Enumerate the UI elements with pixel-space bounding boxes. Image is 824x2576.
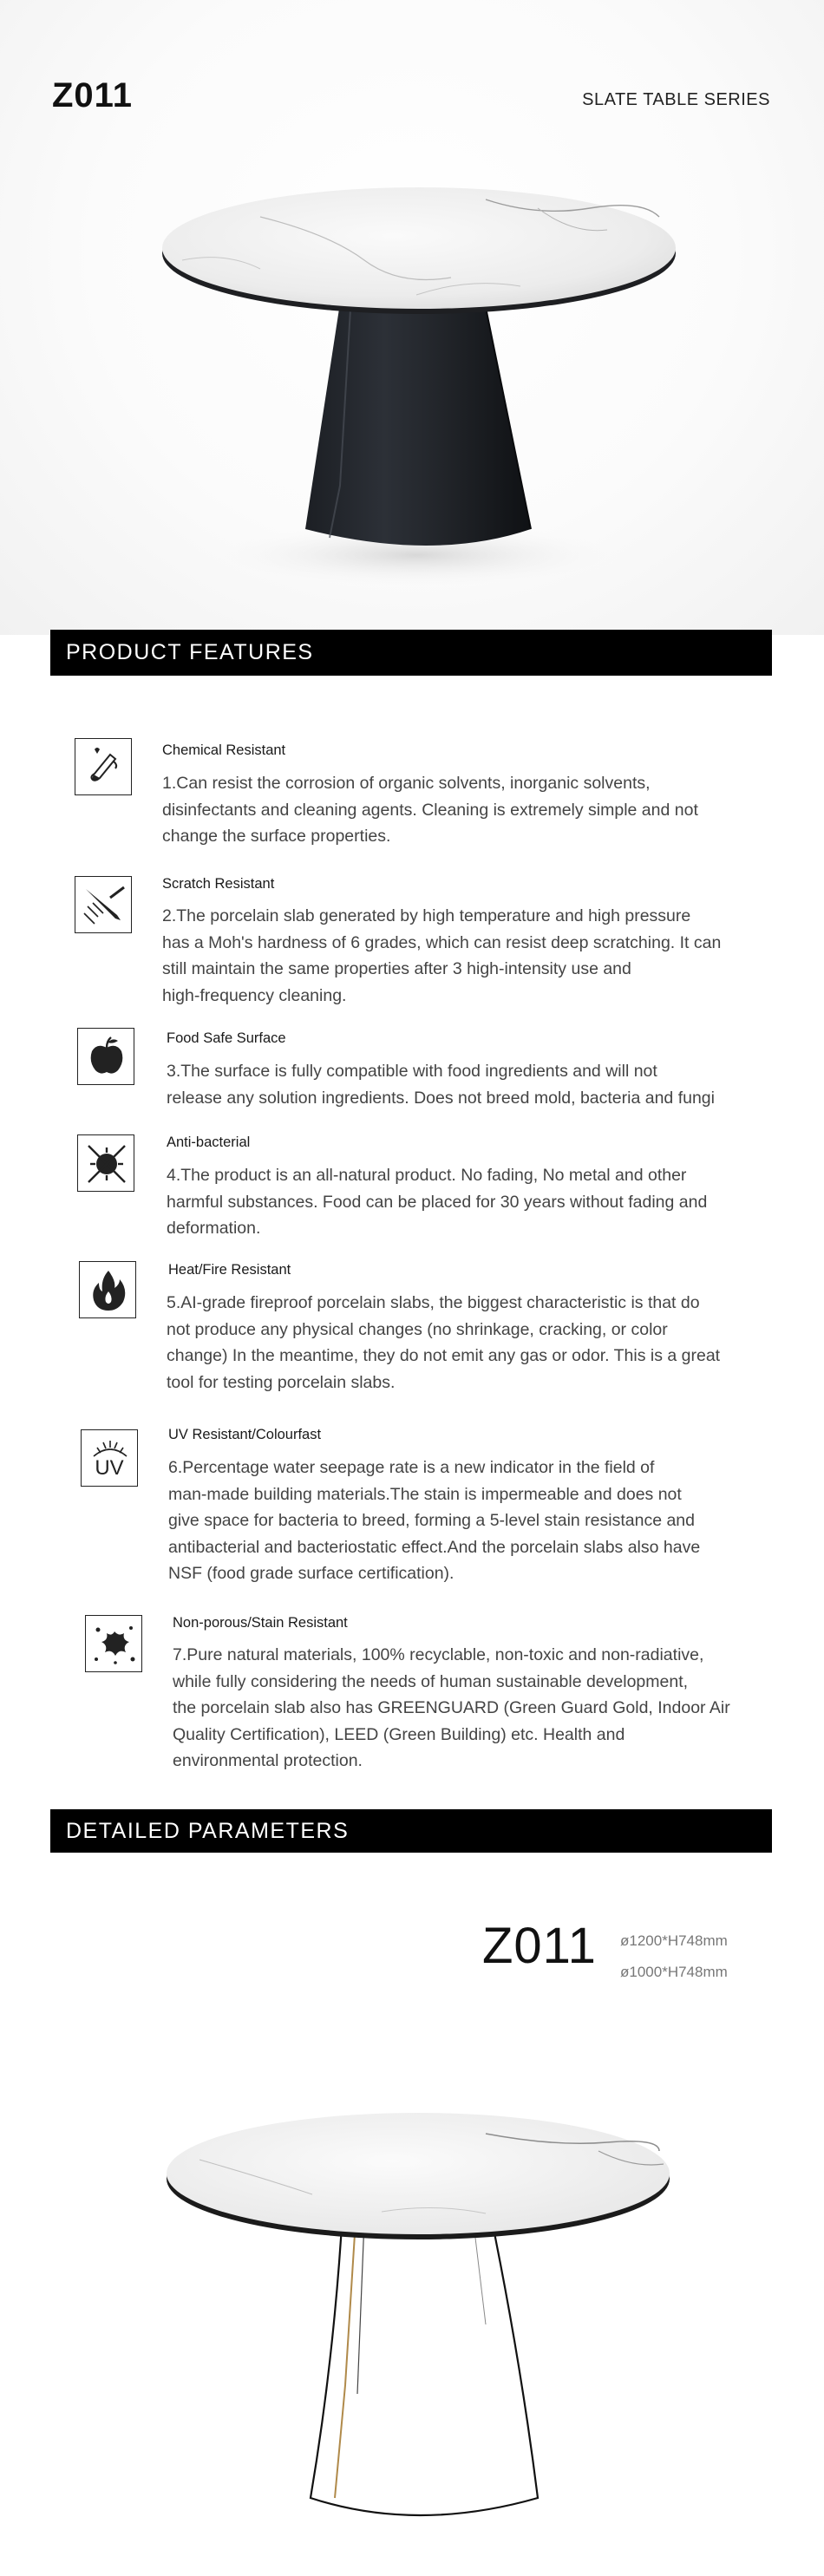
feature-title: Heat/Fire Resistant	[168, 1262, 291, 1278]
feature-description	[173, 1642, 745, 1775]
chemical-flask-icon	[75, 738, 132, 795]
product-features-bar	[50, 630, 772, 676]
feature-line: the porcelain slab also has GREENGUARD (Green Guard Gold, Indoor Air	[173, 1698, 730, 1717]
feature-description	[168, 1455, 741, 1587]
model-title: Z011	[52, 76, 133, 114]
feature-line: change) In the meantime, they do not emit any gas or odor. This is a great	[167, 1346, 721, 1365]
spec-model-name: Z011	[482, 1918, 597, 1974]
feature-line: 5.AI-grade fireproof porcelain slabs, the biggest characteristic is that do	[167, 1293, 700, 1312]
feature-line: still maintain the same properties after 3 high-intensity use and	[162, 959, 631, 978]
detailed-parameters-heading: DETAILED PARAMETERS	[66, 1818, 350, 1843]
detailed-parameters-bar	[50, 1809, 772, 1853]
feature-title: UV Resistant/Colourfast	[168, 1427, 322, 1442]
feature-description	[167, 1162, 739, 1242]
feature-line: 2.The porcelain slab generated by high temperature and high pressure	[162, 906, 691, 925]
feature-description	[167, 1058, 739, 1111]
feature-line: change the surface properties.	[162, 827, 391, 846]
feature-line: not produce any physical changes (no shrinkage, cracking, or color	[167, 1319, 668, 1339]
feature-line: 4.The product is an all-natural product. No fading, No metal and other	[167, 1166, 687, 1185]
feature-line: 6.Percentage water seepage rate is a new indicator in the field of	[168, 1458, 655, 1477]
feature-line: tool for testing porcelain slabs.	[167, 1372, 396, 1392]
feature-line: give space for bacteria to breed, forming a 5-level stain resistance and	[168, 1511, 695, 1530]
feature-line: deformation.	[167, 1219, 261, 1238]
feature-title: Scratch Resistant	[162, 876, 275, 892]
spec-dimension-small: ø1000*H748mm	[620, 1964, 728, 1980]
feature-title: Chemical Resistant	[162, 742, 286, 758]
apple-icon	[77, 1028, 134, 1085]
spec-dimension-large: ø1200*H748mm	[620, 1932, 728, 1949]
stain-splash-icon	[85, 1615, 142, 1672]
hero-banner	[0, 0, 824, 635]
feature-title: Non-porous/Stain Resistant	[173, 1615, 348, 1631]
table-line-drawing	[0, 2064, 824, 2576]
feature-line: NSF (food grade surface certification).	[168, 1564, 455, 1583]
feature-line: Quality Certification), LEED (Green Building) etc. Health and	[173, 1724, 625, 1744]
feature-line: while fully considering the needs of human sustainable development,	[173, 1671, 689, 1691]
flame-icon	[79, 1261, 136, 1318]
series-title: SLATE TABLE SERIES	[582, 90, 770, 109]
feature-description	[162, 770, 735, 850]
feature-title: Anti-bacterial	[167, 1134, 251, 1150]
feature-line: high-frequency cleaning.	[162, 985, 347, 1005]
uv-sun-icon	[81, 1429, 138, 1487]
bacteria-crossed-icon	[77, 1134, 134, 1192]
uv-icon-text: UV	[95, 1456, 124, 1480]
feature-line: harmful substances. Food can be placed for 30 years without fading and	[167, 1192, 708, 1212]
feature-line: environmental protection.	[173, 1751, 363, 1770]
feature-line: release any solution ingredients. Does not breed mold, bacteria and fungi	[167, 1088, 715, 1108]
feature-line: 3.The surface is fully compatible with food ingredients and will not	[167, 1062, 657, 1081]
feature-line: antibacterial and bacteriostatic effect.And the porcelain slabs also have	[168, 1537, 701, 1557]
knife-scratch-icon	[75, 876, 132, 933]
product-features-heading: PRODUCT FEATURES	[66, 640, 314, 664]
feature-line: 7.Pure natural materials, 100% recyclable, non-toxic and non-radiative,	[173, 1645, 704, 1664]
feature-line: has a Moh's hardness of 6 grades, which can resist deep scratching. It can	[162, 932, 722, 952]
feature-title: Food Safe Surface	[167, 1030, 286, 1046]
feature-description	[167, 1290, 739, 1396]
feature-description	[162, 903, 735, 1009]
feature-line: man-made building materials.The stain is impermeable and does not	[168, 1484, 682, 1504]
feature-line: 1.Can resist the corrosion of organic solvents, inorganic solvents,	[162, 774, 651, 793]
feature-line: disinfectants and cleaning agents. Cleaning is extremely simple and not	[162, 800, 698, 820]
